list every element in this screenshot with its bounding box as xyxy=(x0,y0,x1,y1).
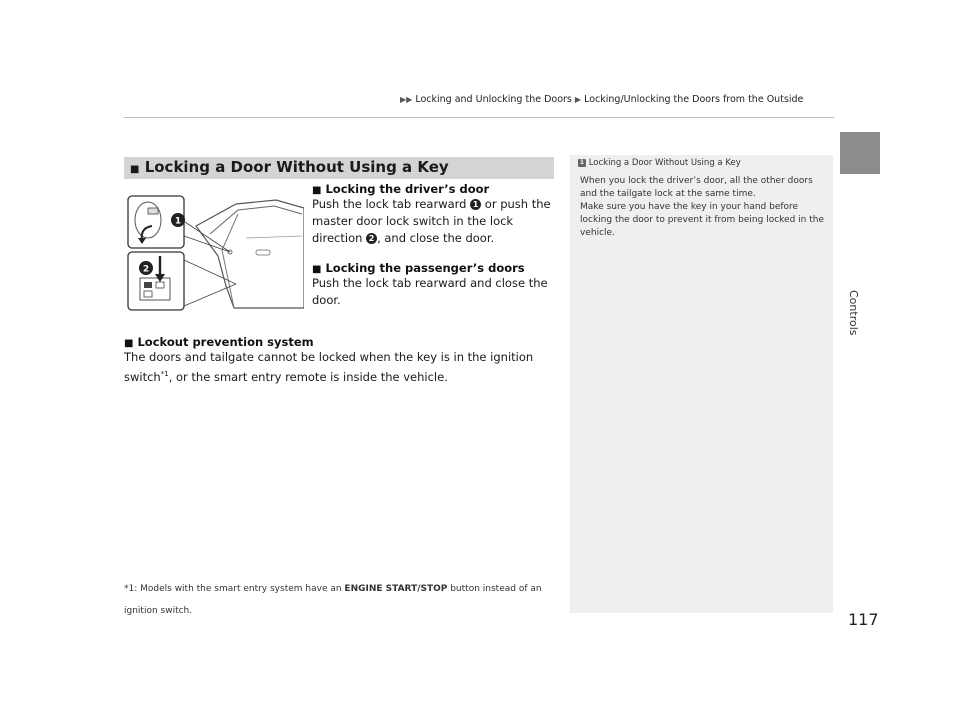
square-bullet-icon: ■ xyxy=(124,338,134,349)
breadcrumb xyxy=(400,94,803,105)
breadcrumb-item[interactable]: Locking/Unlocking the Doors from the Outside xyxy=(584,94,804,105)
step-1-badge-icon: 1 xyxy=(470,199,481,210)
step-2-badge-icon: 2 xyxy=(366,233,377,244)
note-title: 1 Locking a Door Without Using a Key xyxy=(579,158,741,168)
footnote: *1: Models with the smart entry system have an ENGINE START/STOP button instead of an ignition switch. xyxy=(124,584,542,616)
driver-door-instructions: Push the lock tab rearward 1 or push the master door lock switch in the lock direction 2 , and close the door. xyxy=(312,197,551,245)
header-divider xyxy=(124,117,834,118)
driver-door-heading: ■ Locking the driver’s door xyxy=(312,182,490,196)
note-paragraph: Make sure you have the key in your hand before locking the door to prevent it from being locked in the vehicle. xyxy=(580,202,824,238)
footnote-ref[interactable]: *1 xyxy=(160,370,169,378)
passenger-door-heading: ■ Locking the passenger’s doors xyxy=(312,261,525,275)
chapter-tab-marker[interactable] xyxy=(840,132,880,174)
door-lock-illustration xyxy=(126,186,304,328)
car-door-outline xyxy=(196,200,304,308)
callout-2: 2 xyxy=(142,264,150,275)
square-bullet-icon: ■ xyxy=(312,264,322,275)
page-number: 117 xyxy=(848,610,879,629)
callout-1: 1 xyxy=(174,216,182,227)
note-paragraph: When you lock the driver’s door, all the other doors and the tailgate lock at the same time. xyxy=(580,176,813,199)
note-body xyxy=(580,175,826,240)
note-ref-icon: 1 xyxy=(579,159,585,166)
square-bullet-icon: ■ xyxy=(130,164,140,175)
lockout-text: The doors and tailgate cannot be locked when the key is in the ignition switch$^{*1}$, or the smart entry remote is inside the vehicle. xyxy=(124,350,534,384)
lockout-heading: ■ Lockout prevention system xyxy=(124,335,314,349)
breadcrumb-item[interactable]: Locking and Unlocking the Doors xyxy=(415,94,572,105)
breadcrumb-arrow-icon: ▶▶ xyxy=(400,95,413,104)
section-title: ■ Locking a Door Without Using a Key xyxy=(130,158,449,176)
chapter-tab-label: Controls xyxy=(847,290,860,336)
breadcrumb-arrow-icon: ▶ xyxy=(574,95,582,104)
inset-master-switch xyxy=(128,252,184,310)
passenger-door-instructions: Push the lock tab rearward and close the door. xyxy=(312,276,548,307)
square-bullet-icon: ■ xyxy=(312,185,322,196)
